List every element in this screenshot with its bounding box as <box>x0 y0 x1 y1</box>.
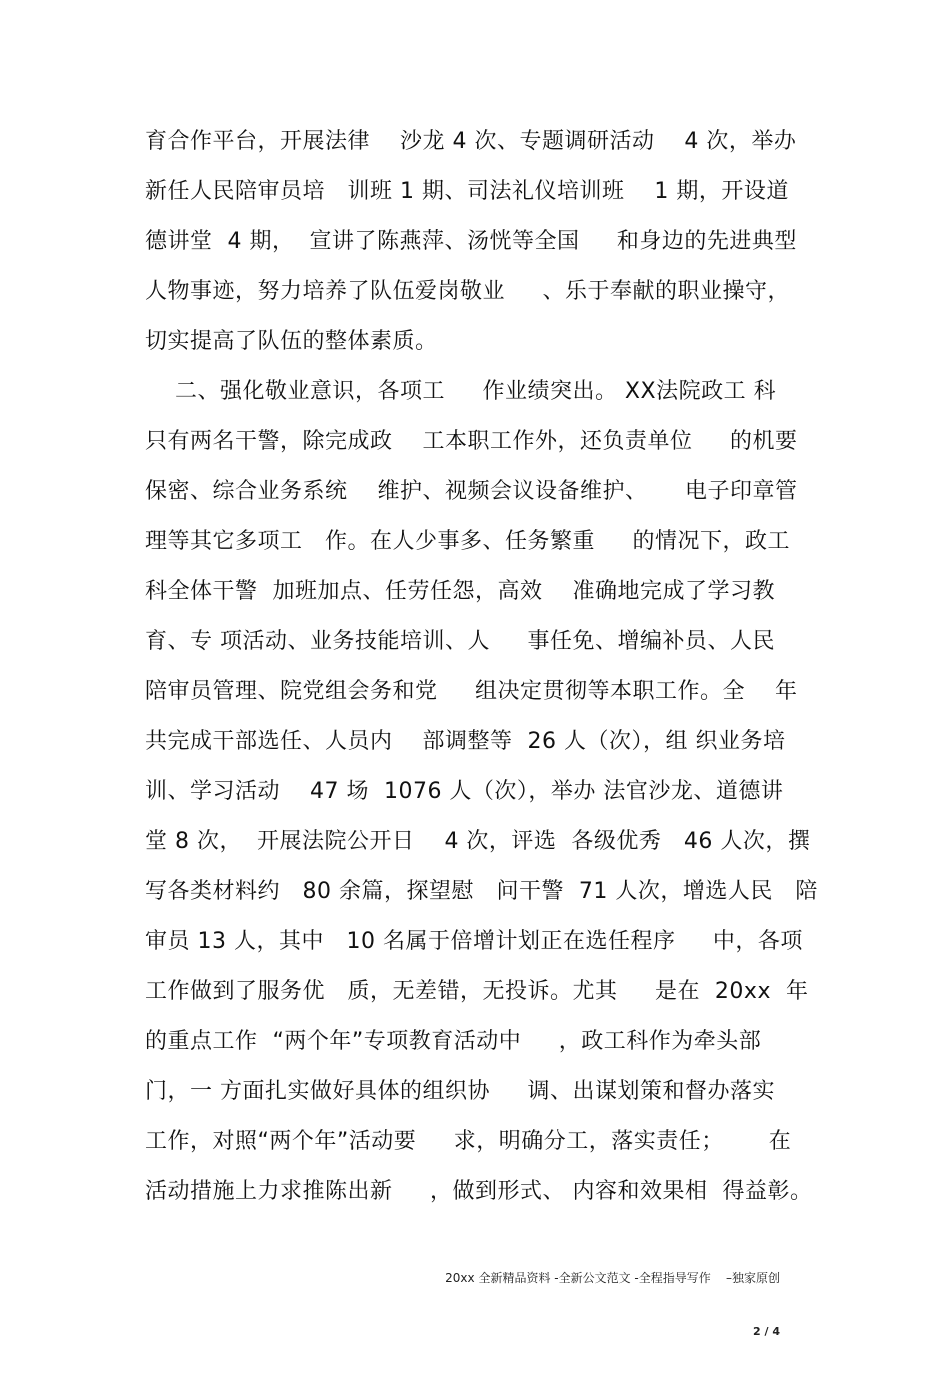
text-line: 理等其它多项工 作。在人少事多、任务繁重 的情况下，政工 <box>145 529 790 554</box>
page-footer <box>445 1233 780 1377</box>
text-line: 写各类材料约 80 余篇，探望慰 问干警 71 人次，增选人民 陪 <box>145 879 818 904</box>
page-number: 2 / 4 <box>753 1325 780 1338</box>
text-line: 的重点工作 “两个年”专项教育活动中 ，政工科作为牵头部 <box>145 1029 762 1054</box>
text-line: 活动措施上力求推陈出新 ，做到形式、 内容和效果相 得益彰。 <box>145 1179 813 1204</box>
text-line: 门，一 方面扎实做好具体的组织协 调、出谋划策和督办落实 <box>145 1079 775 1104</box>
text-line: 德讲堂 4 期， 宣讲了陈燕萍、汤恍等全国 和身边的先进典型 <box>145 229 797 254</box>
text-line: 审员 13 人，其中 10 名属于倍增计划正在选任程序 中，各项 <box>145 929 803 954</box>
text-line: 育、专 项活动、业务技能培训、人 事任免、增编补员、人民 <box>145 629 775 654</box>
body-text <box>145 117 825 1217</box>
text-line: 工作，对照“两个年”活动要 求，明确分工，落实责任； 在 <box>145 1129 792 1154</box>
text-line: 陪审员管理、院党组会务和党 组决定贯彻等本职工作。全 年 <box>145 679 798 704</box>
section-heading-line: 二、强化敬业意识，各项工 作业绩突出。 XX法院政工 科 <box>145 379 777 404</box>
text-line: 人物事迹，努力培养了队伍爱岗敬业 、乐于奉献的职业操守， <box>145 279 790 304</box>
text-line: 保密、综合业务系统 维护、视频会议设备维护、 电子印章管 <box>145 479 798 504</box>
text-line: 工作做到了服务优 质，无差错，无投诉。尤其 是在 20xx 年 <box>145 979 809 1004</box>
text-line: 堂 8 次， 开展法院公开日 4 次，评选 各级优秀 46 人次，撰 <box>145 829 811 854</box>
text-line: 科全体干警 加班加点、任劳任怨，高效 准确地完成了学习教 <box>145 579 775 604</box>
text-line: 训、学习活动 47 场 1076 人（次），举办 法官沙龙、道德讲 <box>145 779 784 804</box>
text-line: 育合作平台，开展法律 沙龙 4 次、专题调研活动 4 次，举办 <box>145 129 797 154</box>
text-line: 只有两名干警，除完成政 工本职工作外，还负责单位 的机要 <box>145 429 798 454</box>
text-line: 新任人民陪审员培 训班 1 期、司法礼仪培训班 1 期，开设道 <box>145 179 789 204</box>
footer-slogan: 20xx 全新精品资料 -全新公文范文 -全程指导写作 –独家原创 <box>445 1271 780 1285</box>
text-line: 共完成干部选任、人员内 部调整等 26 人（次），组 织业务培 <box>145 729 786 754</box>
text-line: 切实提高了队伍的整体素质。 <box>145 329 438 354</box>
